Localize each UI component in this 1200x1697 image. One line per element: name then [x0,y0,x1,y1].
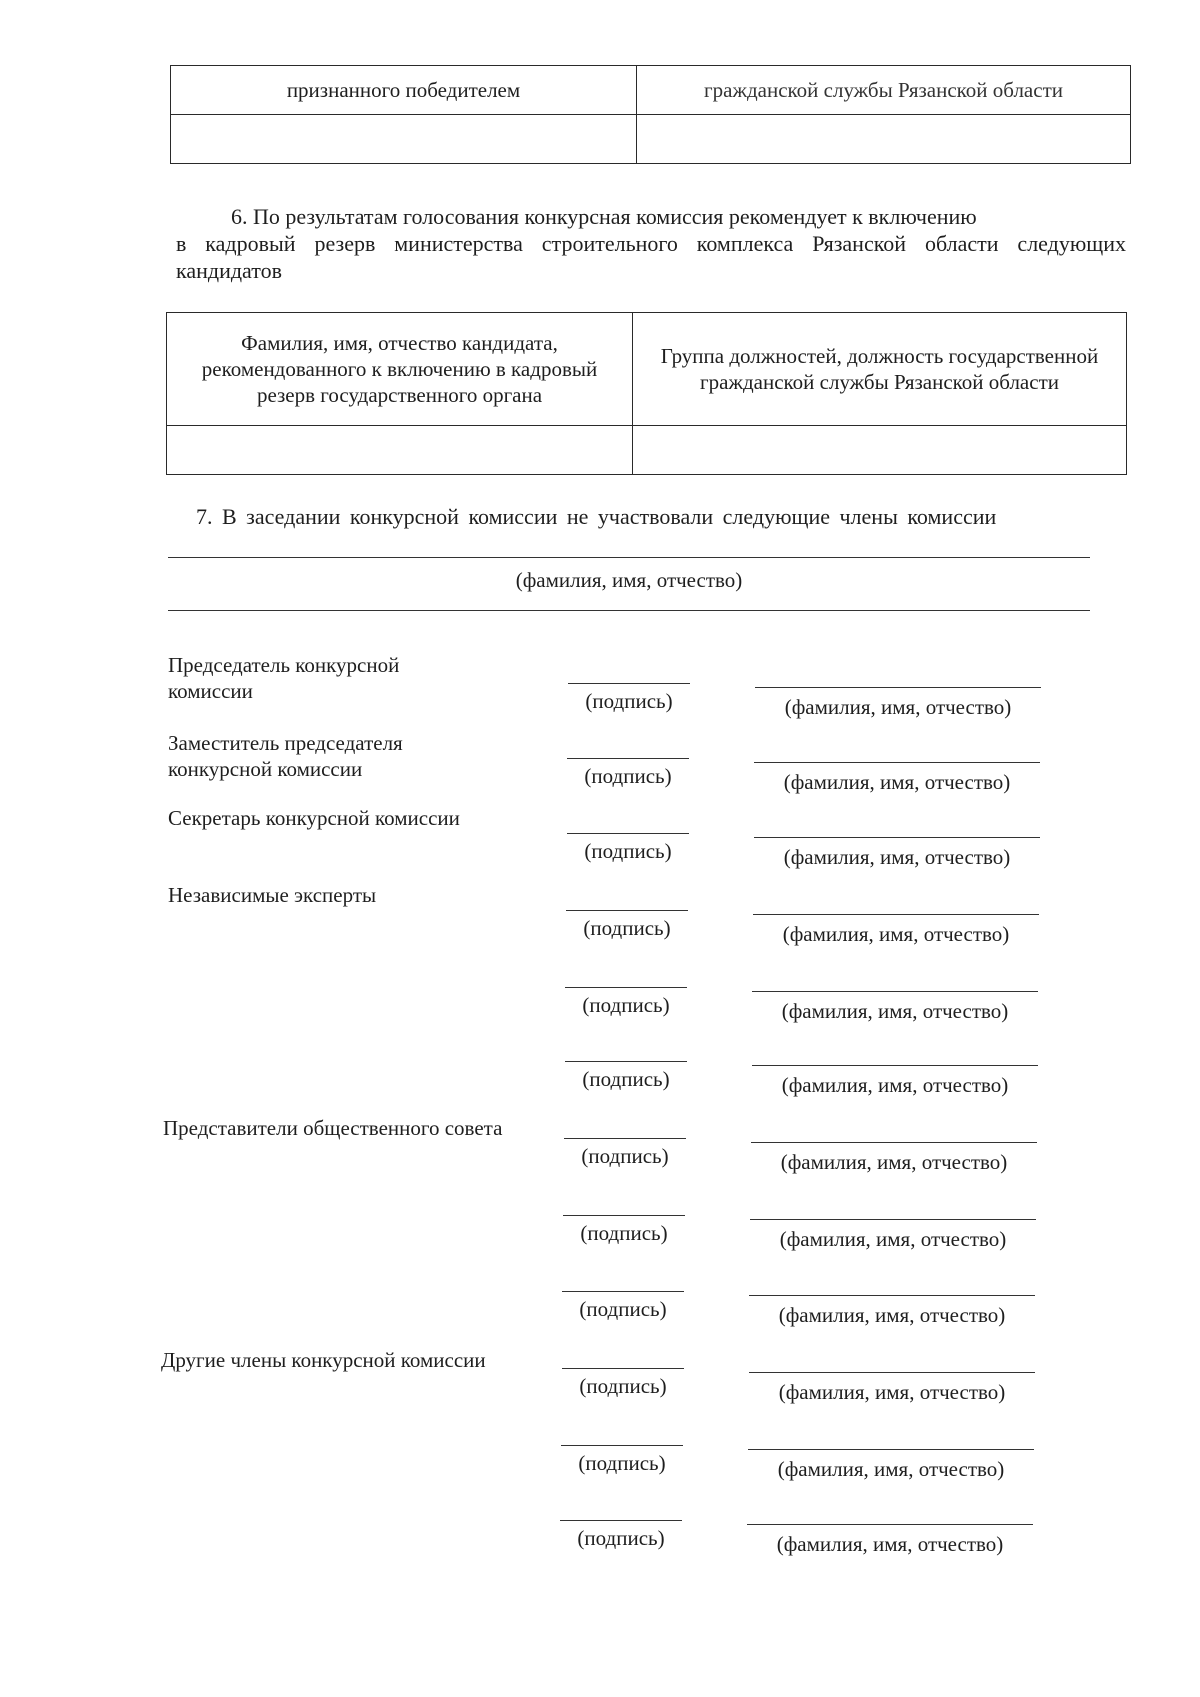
section-6-first-line: 6. По результатам голосования конкурсная комиссия рекомендует к включению [231,204,977,229]
signature-line [565,987,687,988]
signature-line [566,910,688,911]
name-caption: (фамилия, имя, отчество) [776,1532,1004,1556]
table-row [167,426,1127,475]
role-label-other-members: Другие члены конкурсной комиссии [161,1348,486,1372]
signature-caption: (подпись) [582,993,670,1017]
name-line [749,1372,1035,1373]
name-line [752,991,1038,992]
table-cell: признанного победителем [171,66,637,115]
role-label-independent-experts: Независимые эксперты [168,883,377,907]
section-6-paragraph [176,203,1126,284]
name-line [748,1449,1034,1450]
name-caption: (фамилия, имя, отчество) [780,1150,1008,1174]
signature-line [568,683,690,684]
name-line [755,687,1041,688]
signature-line [562,1291,684,1292]
role-label-secretary: Секретарь конкурсной комиссии [168,806,460,830]
signature-line [565,1061,687,1062]
name-caption: (фамилия, имя, отчество) [782,922,1010,946]
signature-caption: (подпись) [584,764,672,788]
role-label-chairman: Председатель конкурсной комиссии [168,653,400,703]
signature-caption: (подпись) [580,1221,668,1245]
signature-caption: (подпись) [577,1526,665,1550]
signature-line [560,1520,682,1521]
signature-line [567,758,689,759]
table-header-row [167,313,1127,426]
signature-line [563,1215,685,1216]
table-row [171,115,1131,164]
role-label-deputy-chairman: Заместитель председателя конкурсной комиссии [168,731,403,781]
name-caption: (фамилия, имя, отчество) [781,999,1009,1023]
name-line [751,1142,1037,1143]
name-caption: (фамилия, имя, отчество) [779,1227,1007,1251]
name-line [753,914,1039,915]
signature-caption: (подпись) [583,916,671,940]
name-line [752,1065,1038,1066]
name-caption: (фамилия, имя, отчество) [781,1073,1009,1097]
absent-members-caption: (фамилия, имя, отчество) [515,568,743,592]
name-caption: (фамилия, имя, отчество) [778,1380,1006,1404]
name-caption: (фамилия, имя, отчество) [784,695,1012,719]
name-caption: (фамилия, имя, отчество) [783,770,1011,794]
table-cell-empty [167,426,633,475]
table-row [171,66,1131,115]
signature-caption: (подпись) [581,1144,669,1168]
signature-line [562,1368,684,1369]
section-7-paragraph: 7. В заседании конкурсной комиссии не участвовали следующие члены комиссии [196,504,997,529]
absent-members-line-2 [168,610,1090,611]
signature-line [567,833,689,834]
table-cell-empty [633,426,1127,475]
signature-caption: (подпись) [579,1374,667,1398]
signature-line [564,1138,686,1139]
name-caption: (фамилия, имя, отчество) [777,1457,1005,1481]
table-header-cell: Фамилия, имя, отчество кандидата, рекомендованного к включению в кадровый резерв государственного органа [167,313,633,426]
name-line [754,762,1040,763]
signature-caption: (подпись) [579,1297,667,1321]
table-cell: гражданской службы Рязанской области [637,66,1131,115]
signature-caption: (подпись) [578,1451,666,1475]
reserve-candidates-table [166,312,1127,475]
signature-line [561,1445,683,1446]
role-label-public-council: Представители общественного совета [163,1116,503,1140]
name-caption: (фамилия, имя, отчество) [778,1303,1006,1327]
name-line [749,1295,1035,1296]
signature-caption: (подпись) [585,689,673,713]
absent-members-line [168,557,1090,558]
signature-caption: (подпись) [584,839,672,863]
name-caption: (фамилия, имя, отчество) [783,845,1011,869]
table-cell-empty [171,115,637,164]
signature-caption: (подпись) [582,1067,670,1091]
table-header-cell: Группа должностей, должность государственной гражданской службы Рязанской области [633,313,1127,426]
name-line [747,1524,1033,1525]
table-cell-empty [637,115,1131,164]
results-table-continuation [170,65,1131,164]
name-line [754,837,1040,838]
name-line [750,1219,1036,1220]
section-6-text: в кадровый резерв министерства строительного комплекса Рязанской области следующих кандидатов [176,231,1126,283]
